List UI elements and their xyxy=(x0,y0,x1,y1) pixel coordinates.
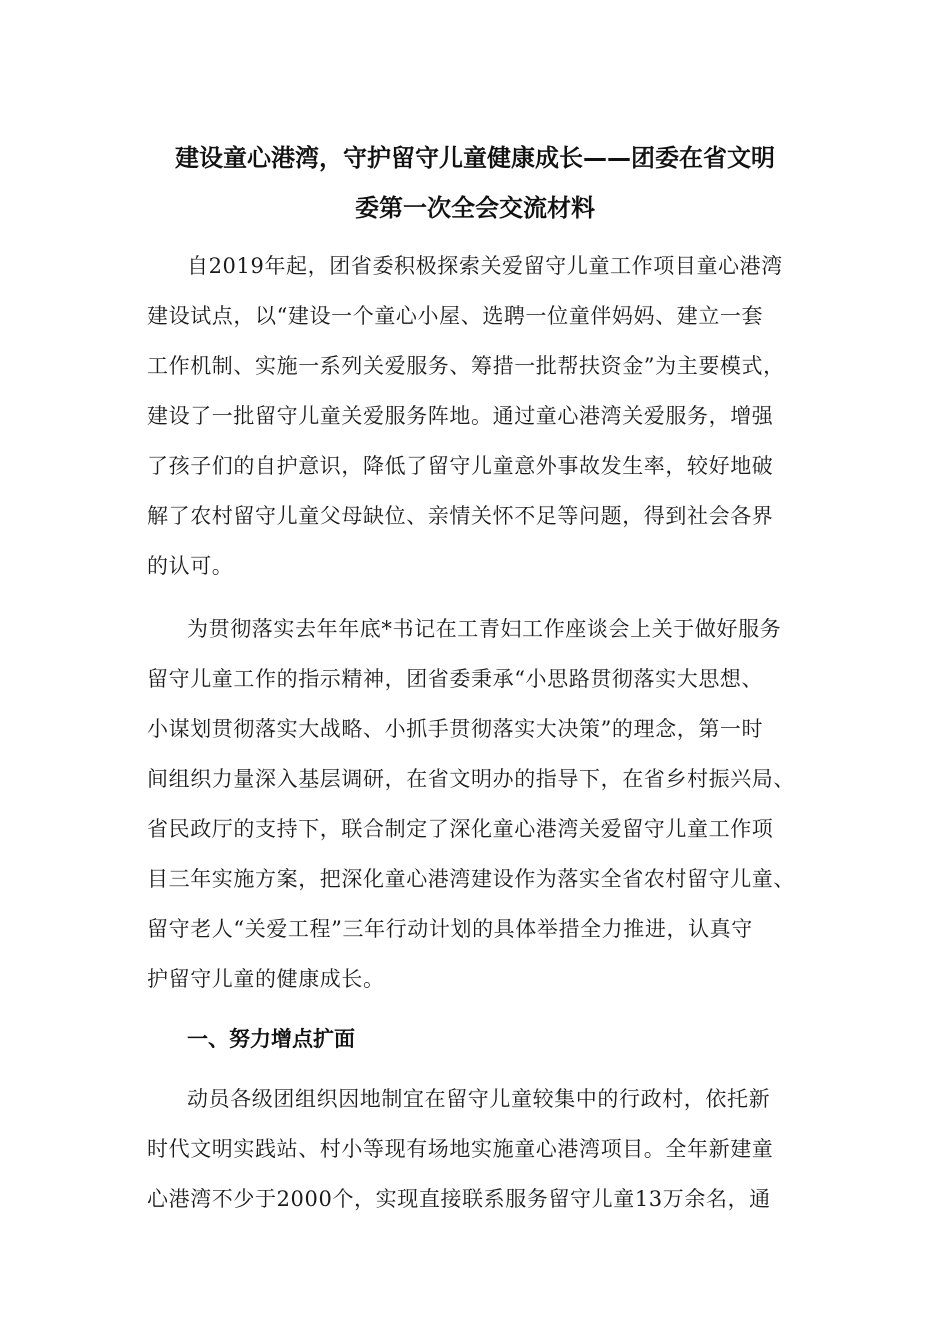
paragraph-1-line-6: 解了农村留守儿童父母缺位、亲情关怀不足等问题，得到社会各界 xyxy=(147,504,774,528)
paragraph-2-line-3: 小谋划贯彻落实大战略、小抓手贯彻落实大决策”的理念，第一时 xyxy=(147,717,764,741)
paragraph-1-line-3: 工作机制、实施一系列关爱服务、筹措一批帮扶资金”为主要模式， xyxy=(147,354,785,378)
paragraph-1-line-7: 的认可。 xyxy=(147,554,234,578)
paragraph-2-line-1: 为贯彻落实去年年底*书记在工青妇工作座谈会上关于做好服务 xyxy=(187,617,782,641)
paragraph-2-line-6: 目三年实施方案，把深化童心港湾建设作为落实全省农村留守儿童、 xyxy=(147,867,795,891)
section-1-line-3: 心港湾不少于2000个，实现直接联系服务留守儿童13万余名，通 xyxy=(147,1187,771,1211)
section-1-heading: 一、努力增点扩面 xyxy=(187,1027,355,1051)
paragraph-2-line-2: 留守儿童工作的指示精神，团省委秉承“小思路贯彻落实大思想、 xyxy=(147,667,764,691)
paragraph-1-line-5: 了孩子们的自护意识，降低了留守儿童意外事故发生率，较好地破 xyxy=(147,454,774,478)
document-title-line-1: 建设童心港湾，守护留守儿童健康成长——团委在省文明 xyxy=(175,144,775,172)
paragraph-2-line-5: 省民政厅的支持下，联合制定了深化童心港湾关爱留守儿童工作项 xyxy=(147,817,774,841)
paragraph-1-line-4: 建设了一批留守儿童关爱服务阵地。通过童心港湾关爱服务，增强 xyxy=(147,404,774,428)
section-1-line-1: 动员各级团组织因地制宜在留守儿童较集中的行政村，依托新 xyxy=(187,1087,771,1111)
paragraph-2-line-8: 护留守儿童的健康成长。 xyxy=(147,967,385,991)
paragraph-1-line-2: 建设试点，以“建设一个童心小屋、选聘一位童伴妈妈、建立一套 xyxy=(147,304,764,328)
paragraph-2-line-7: 留守老人“关爱工程”三年行动计划的具体举措全力推进，认真守 xyxy=(147,917,753,941)
paragraph-2-line-4: 间组织力量深入基层调研，在省文明办的指导下，在省乡村振兴局、 xyxy=(147,767,795,791)
document-title-line-2: 委第一次全会交流材料 xyxy=(355,194,595,222)
paragraph-1-line-1: 自2019年起，团省委积极探索关爱留守儿童工作项目童心港湾 xyxy=(187,254,783,278)
section-1-line-2: 时代文明实践站、村小等现有场地实施童心港湾项目。全年新建童 xyxy=(147,1137,774,1161)
